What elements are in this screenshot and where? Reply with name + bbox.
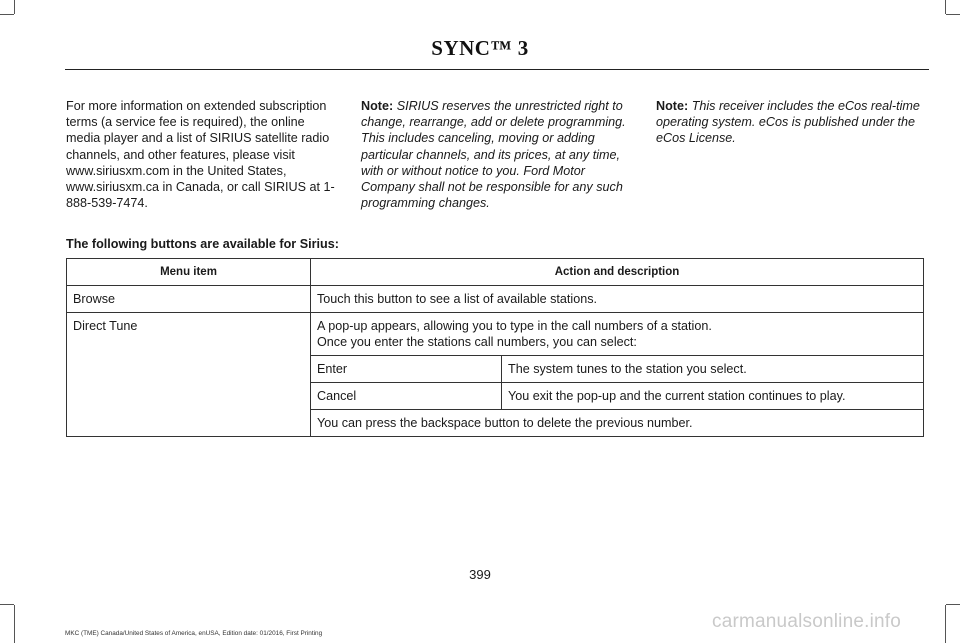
crop-mark — [0, 14, 14, 15]
direct-tune-options-table — [311, 355, 923, 436]
table-row — [67, 313, 924, 437]
note-label: Note: — [656, 99, 689, 113]
column-sirius-note — [361, 98, 633, 211]
option-cancel: Cancel — [311, 383, 502, 410]
crop-mark — [0, 604, 14, 605]
page-title: SYNC™ 3 — [431, 36, 529, 60]
backspace-note: You can press the backspace button to delete the previous number. — [311, 410, 923, 437]
action-browse: Touch this button to see a list of available stations. — [311, 286, 924, 313]
menu-item-direct-tune: Direct Tune — [67, 313, 311, 437]
buttons-intro-heading: The following buttons are available for Sirius: — [66, 237, 339, 251]
column-subscription-info: For more information on extended subscription terms (a service fee is required), the online media player and a list of SIRIUS satellite radio channels, and other features, please visit www.siriusxm.com in the United States, www.siriusxm.ca in Canada, or call SIRIUS at 1-888-539-7474. — [66, 99, 335, 211]
note-text: This receiver includes the eCos real-time operating system. eCos is published under the eCos License. — [656, 99, 920, 146]
header-menu-item: Menu item — [67, 259, 311, 286]
crop-mark — [946, 604, 960, 605]
crop-mark — [946, 14, 960, 15]
sirius-buttons-table — [66, 258, 924, 437]
option-cancel-description: You exit the pop-up and the current station continues to play. — [502, 383, 924, 410]
option-row — [311, 383, 923, 410]
crop-mark — [945, 0, 946, 14]
header-rule — [65, 69, 929, 70]
option-enter-description: The system tunes to the station you select. — [502, 356, 924, 383]
crop-mark — [14, 0, 15, 14]
option-row — [311, 356, 923, 383]
column-ecos-note — [656, 98, 928, 147]
option-row — [311, 410, 923, 437]
page-number: 399 — [469, 567, 491, 582]
action-direct-tune — [311, 313, 924, 437]
option-enter: Enter — [311, 356, 502, 383]
note-label: Note: — [361, 99, 394, 113]
header-action-description: Action and description — [311, 259, 924, 286]
edition-footer: MKC (TME) Canada/United States of America, enUSA, Edition date: 01/2016, First Printing — [65, 630, 323, 637]
crop-mark — [945, 605, 946, 643]
table-header-row — [67, 259, 924, 286]
direct-tune-line-1: A pop-up appears, allowing you to type in the call numbers of a station. — [317, 319, 712, 333]
watermark: carmanualsonline.info — [712, 611, 902, 632]
crop-mark — [14, 605, 15, 643]
direct-tune-line-2: Once you enter the stations call numbers, you can select: — [317, 335, 637, 349]
table-row — [67, 286, 924, 313]
note-text: SIRIUS reserves the unrestricted right to change, rearrange, add or delete programming. This includes canceling, moving or adding particular channels, and its prices, at any time, with or without notice to you. Ford Motor Company shall not be responsible for any such programming changes. — [361, 99, 626, 211]
direct-tune-description — [311, 313, 923, 355]
menu-item-browse: Browse — [67, 286, 311, 313]
